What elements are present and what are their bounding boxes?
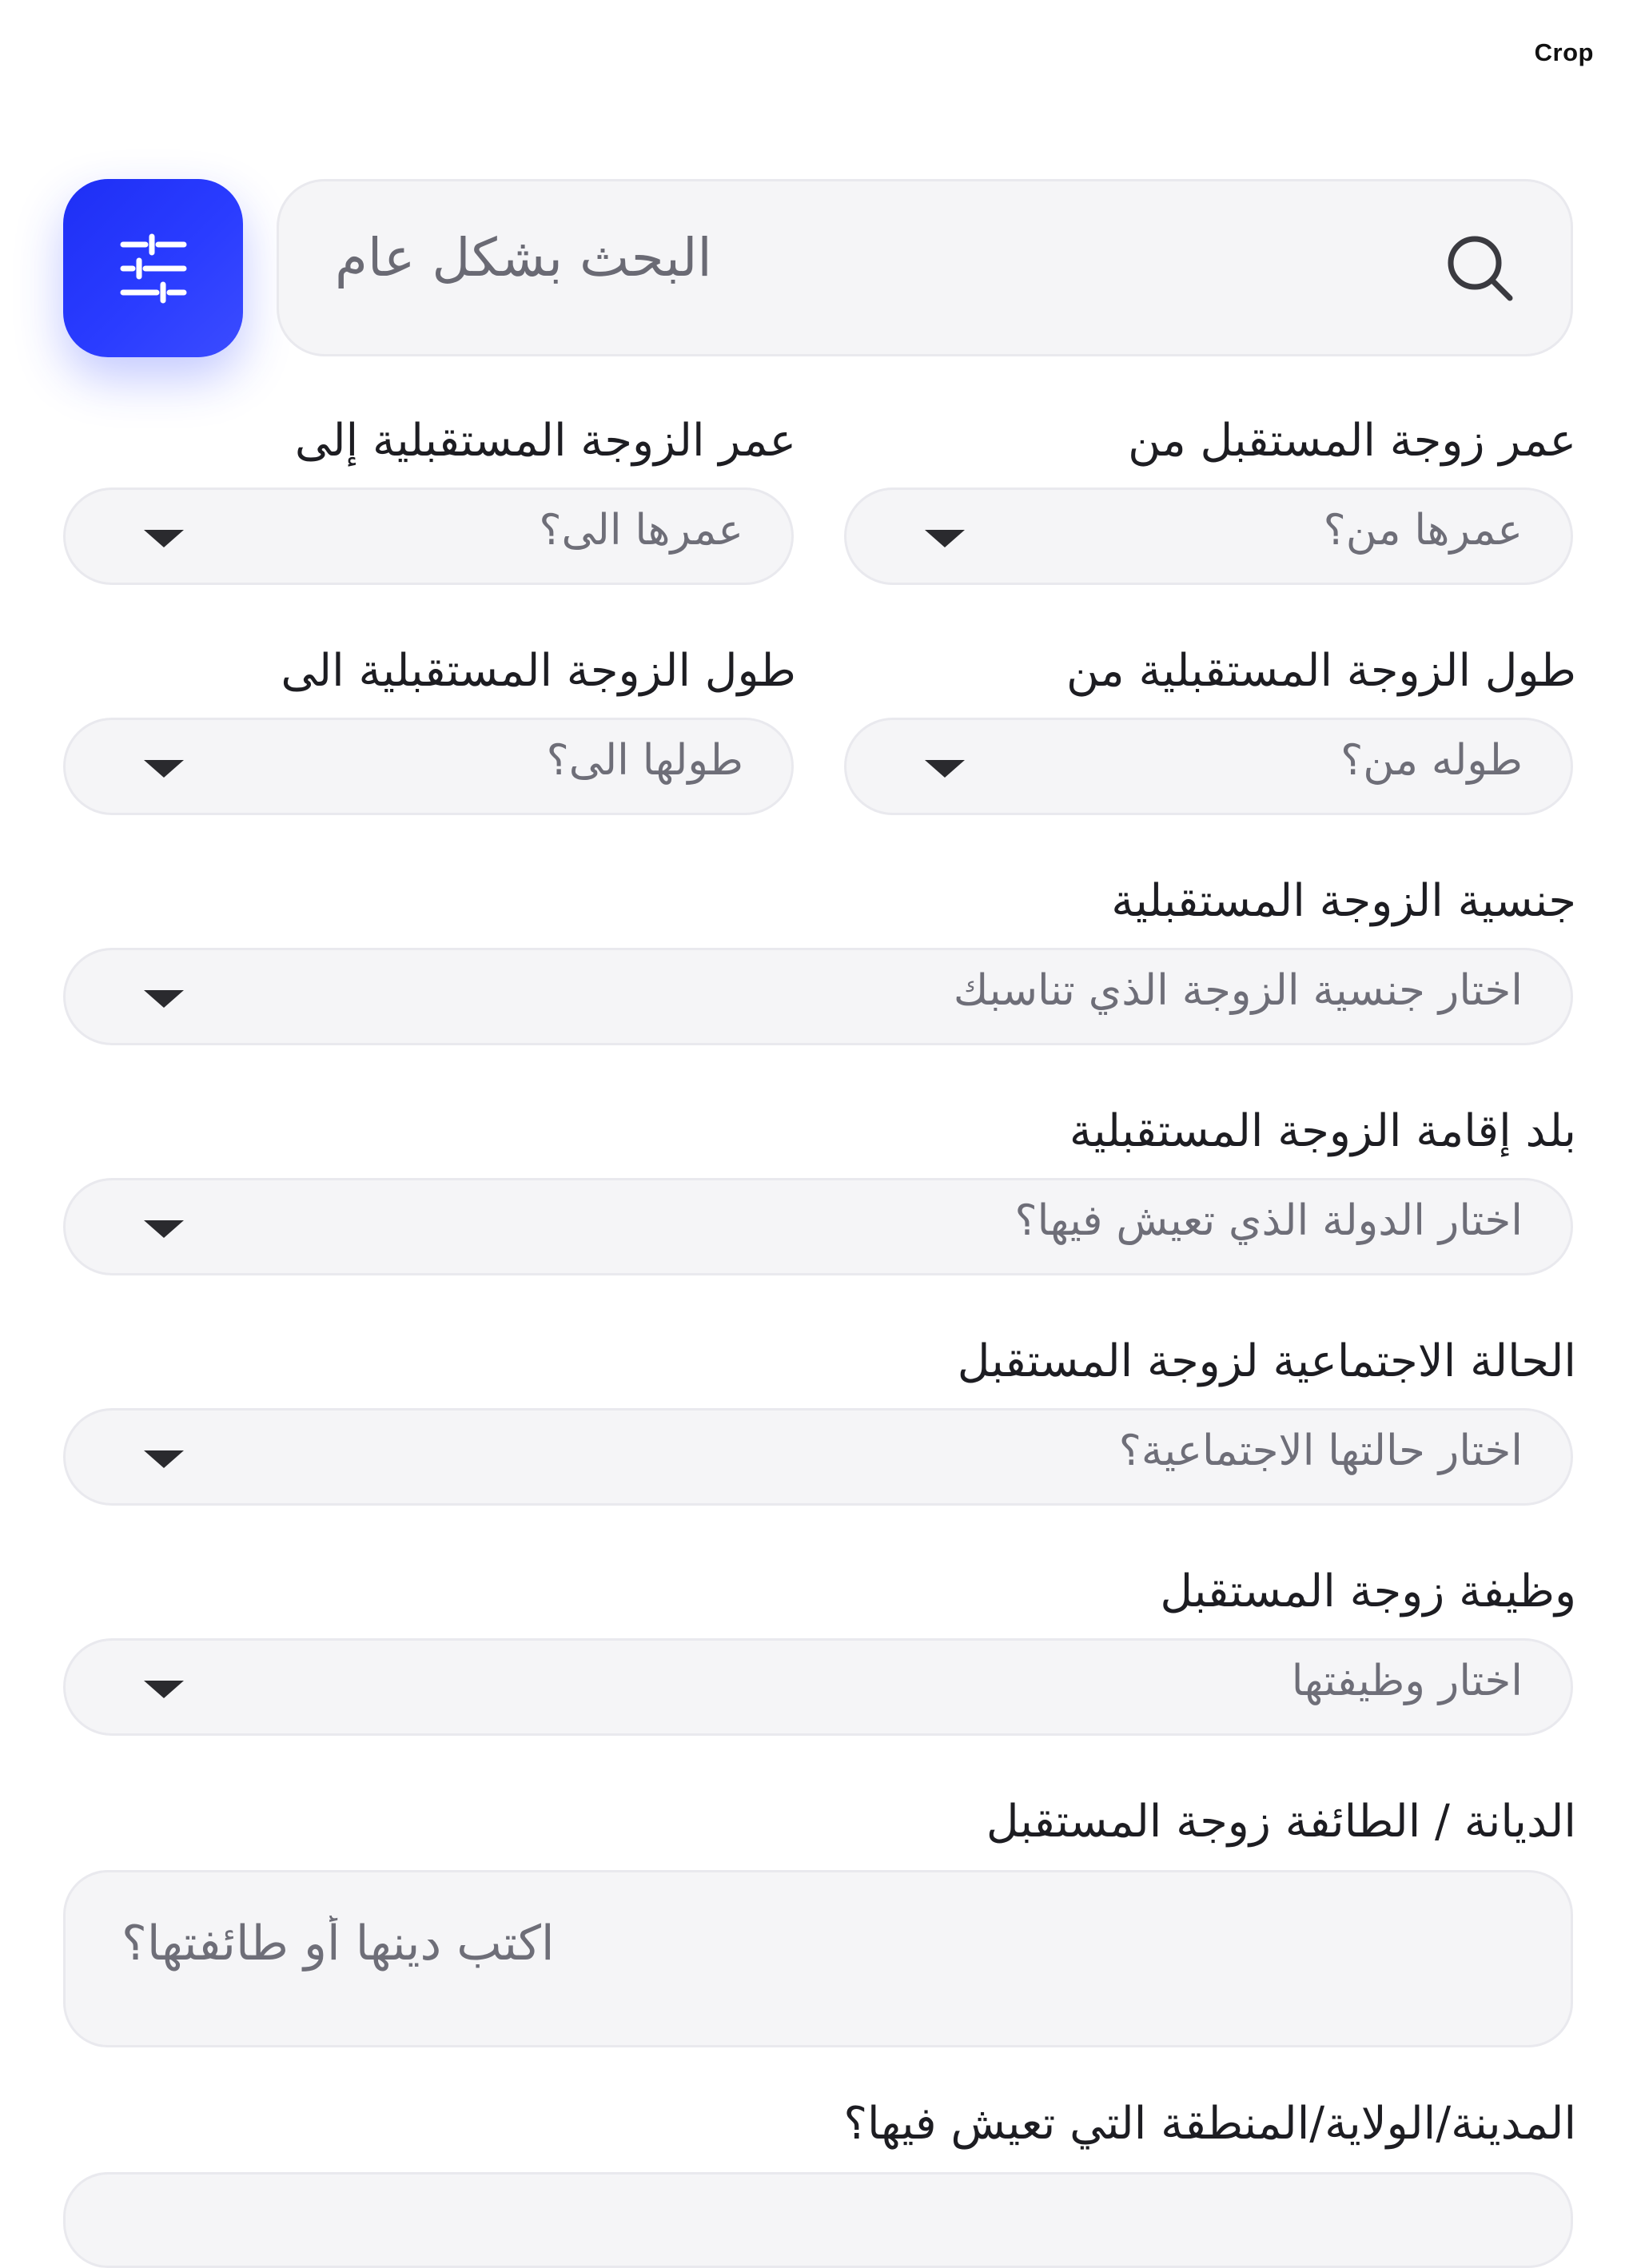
crop-button[interactable]: Crop (1534, 38, 1594, 66)
chevron-down-icon (144, 1450, 184, 1468)
age-to-label: عمر الزوجة المستقبلية إلى (294, 415, 796, 467)
chevron-down-icon (925, 760, 965, 778)
residence-label: بلد إقامة الزوجة المستقبلية (1069, 1105, 1576, 1157)
marital-status-label: الحالة الاجتماعية لزوجة المستقبل (957, 1335, 1576, 1387)
chevron-down-icon (144, 530, 184, 547)
height-to-select[interactable] (63, 718, 794, 815)
filter-button[interactable] (63, 179, 243, 357)
height-from-select[interactable] (844, 718, 1573, 815)
religion-field[interactable] (63, 1870, 1573, 2047)
sliders-icon (115, 230, 192, 307)
marital-status-select[interactable] (63, 1408, 1573, 1506)
city-label: المدينة/الولاية/المنطقة التي تعيش فيها؟ (843, 2098, 1576, 2150)
chevron-down-icon (144, 990, 184, 1008)
job-value: اختار وظيفتها (1291, 1657, 1523, 1705)
age-to-select[interactable] (63, 487, 794, 585)
city-field[interactable] (63, 2172, 1573, 2268)
chevron-down-icon (925, 530, 965, 547)
search-icon[interactable] (1444, 233, 1516, 304)
height-to-value: طولها الى؟ (546, 736, 743, 785)
residence-value: اختار الدولة الذي تعيش فيها؟ (1014, 1196, 1523, 1245)
chevron-down-icon (144, 760, 184, 778)
job-select[interactable] (63, 1638, 1573, 1736)
nationality-label: جنسية الزوجة المستقبلية (1111, 875, 1576, 927)
age-from-select[interactable] (844, 487, 1573, 585)
nationality-value: اختار جنسية الزوجة الذي تناسبك (953, 966, 1523, 1015)
religion-label: الديانة / الطائفة زوجة المستقبل (986, 1796, 1576, 1848)
age-to-value: عمرها الى؟ (539, 506, 743, 555)
height-from-label: طول الزوجة المستقبلية من (1066, 645, 1576, 697)
chevron-down-icon (144, 1220, 184, 1238)
marital-status-value: اختار حالتها الاجتماعية؟ (1118, 1426, 1523, 1475)
religion-input[interactable] (121, 1908, 1480, 1980)
search-box[interactable] (277, 179, 1573, 356)
search-input[interactable] (335, 221, 1374, 293)
height-to-label: طول الزوجة المستقبلية الى (281, 645, 796, 697)
nationality-select[interactable] (63, 948, 1573, 1045)
age-from-label: عمر زوجة المستقبل من (1128, 415, 1576, 467)
age-from-value: عمرها من؟ (1323, 506, 1523, 555)
height-from-value: طوله من؟ (1340, 736, 1523, 785)
chevron-down-icon (144, 1681, 184, 1698)
residence-select[interactable] (63, 1178, 1573, 1275)
job-label: وظيفة زوجة المستقبل (1160, 1566, 1576, 1617)
